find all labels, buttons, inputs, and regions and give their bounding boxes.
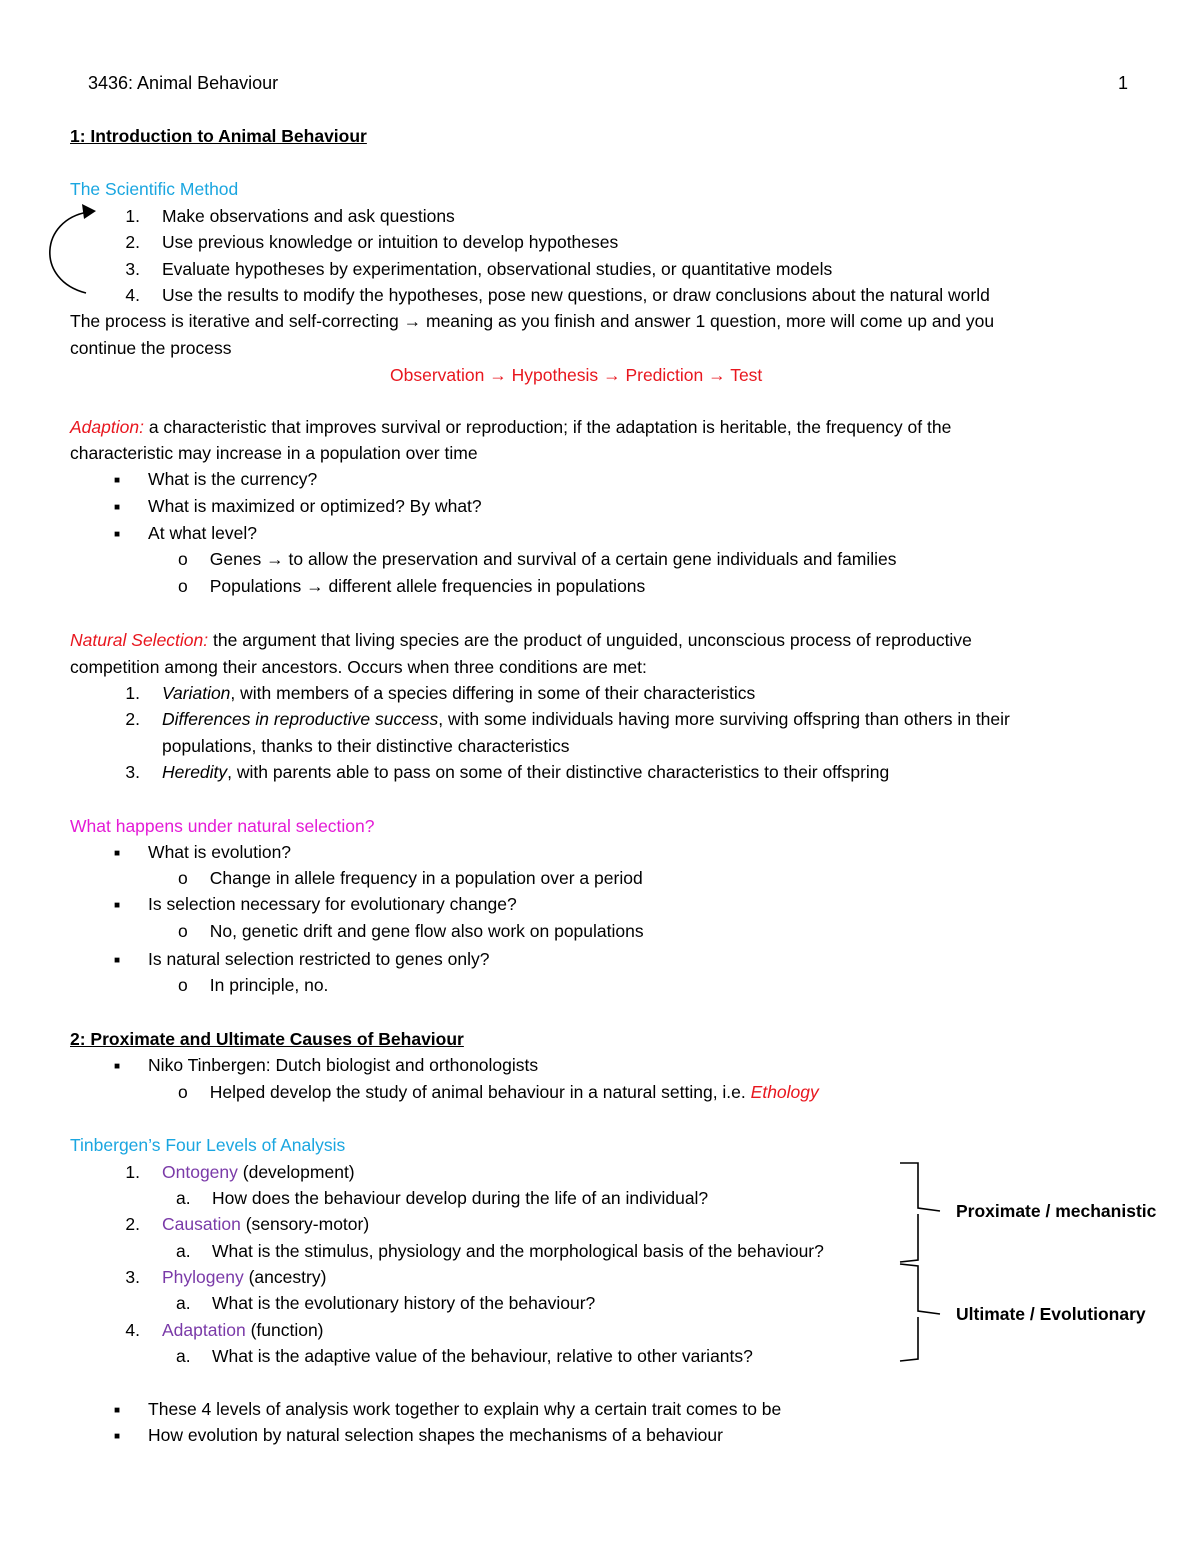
evolution-answer: o Change in allele frequency in a population over a period: [178, 868, 643, 888]
method-step-4: 4. Use the results to modify the hypotheses, pose new questions, or draw conclusions about the natural world: [125, 285, 990, 305]
bullet-circle-icon: o: [178, 549, 188, 569]
bullet-square-icon: ■: [114, 900, 121, 911]
iterative-note: The process is iterative and self-correcting → meaning as you finish and answer 1 question, more will come up and you: [70, 311, 995, 331]
selection-answer: o No, genetic drift and gene flow also work on populations: [178, 921, 644, 941]
bullet-square-icon: ■: [114, 475, 121, 486]
level-phylogeny: 3. Phylogeny (ancestry): [125, 1267, 327, 1287]
bullet-circle-icon: o: [178, 868, 188, 888]
arrow-icon: →: [403, 311, 422, 331]
method-step-1: 1. Make observations and ask questions: [125, 206, 455, 226]
selection-question: ■ Is selection necessary for evolutionary change?: [70, 893, 517, 917]
adaption-definition: Adaption: a characteristic that improves survival or reproduction; if the adaptation is heritable, the frequency of the: [70, 417, 952, 437]
bullet-square-icon: ■: [114, 955, 121, 966]
adaption-definition-cont: characteristic may increase in a population over time: [70, 443, 478, 463]
proximate-label: Proximate / mechanistic: [956, 1201, 1157, 1221]
bullet-circle-icon: o: [178, 576, 188, 596]
iterative-note-cont: continue the process: [70, 338, 232, 358]
evolution-question: ■ What is evolution?: [70, 841, 291, 865]
what-happens-heading: What happens under natural selection?: [70, 816, 375, 836]
arrow-icon: →: [306, 576, 324, 596]
scientific-flow: Observation → Hypothesis → Prediction → Test: [390, 365, 763, 385]
condition-2: 2. Differences in reproductive success, with some individuals having more surviving offspring than others in their: [125, 709, 1010, 729]
method-step-2: 2. Use previous knowledge or intuition to develop hypotheses: [125, 232, 619, 252]
bullet-square-icon: ■: [114, 529, 121, 540]
level-adaptation-question: a. What is the adaptive value of the behaviour, relative to other variants?: [176, 1346, 753, 1366]
page-number: 1: [1118, 73, 1129, 93]
four-levels-heading: Tinbergen’s Four Levels of Analysis: [70, 1135, 346, 1155]
summary-bullet-2: ■ How evolution by natural selection shapes the mechanisms of a behaviour: [70, 1424, 723, 1448]
ethology-bullet: o Helped develop the study of animal behaviour in a natural setting, i.e. Ethology: [178, 1082, 819, 1102]
condition-2-cont: populations, thanks to their distinctive characteristics: [162, 736, 570, 756]
adaption-genes: o Genes → to allow the preservation and survival of a certain gene individuals and families: [178, 549, 897, 569]
arrow-icon: →: [603, 365, 621, 385]
condition-1: 1. Variation, with members of a species differing in some of their characteristics: [125, 683, 756, 703]
bullet-square-icon: ■: [114, 1405, 121, 1416]
natural-selection-definition: Natural Selection: the argument that living species are the product of unguided, unconscious process of reproductive: [70, 630, 972, 650]
level-adaptation: 4. Adaptation (function): [125, 1320, 324, 1340]
arrow-icon: →: [489, 365, 507, 385]
level-ontogeny: 1. Ontogeny (development): [125, 1162, 355, 1182]
level-causation: 2. Causation (sensory-motor): [125, 1214, 370, 1234]
adaption-q2: ■ What is maximized or optimized? By what?: [70, 495, 482, 519]
genes-question: ■ Is natural selection restricted to genes only?: [70, 948, 490, 972]
section-2-title: 2: Proximate and Ultimate Causes of Behaviour: [70, 1029, 464, 1049]
ultimate-label: Ultimate / Evolutionary: [956, 1304, 1146, 1324]
bullet-square-icon: ■: [114, 848, 121, 859]
level-phylogeny-question: a. What is the evolutionary history of the behaviour?: [176, 1293, 596, 1313]
bullet-circle-icon: o: [178, 975, 188, 995]
arrow-icon: →: [708, 365, 726, 385]
section-1-title: 1: Introduction to Animal Behaviour: [70, 126, 367, 146]
adaption-q3: ■ At what level?: [70, 522, 257, 546]
bullet-circle-icon: o: [178, 921, 188, 941]
arrow-icon: →: [266, 549, 284, 569]
genes-answer: o In principle, no.: [178, 975, 329, 995]
adaption-populations: o Populations → different allele frequencies in populations: [178, 576, 646, 596]
bullet-square-icon: ■: [114, 502, 121, 513]
bullet-square-icon: ■: [114, 1431, 121, 1442]
level-ontogeny-question: a. How does the behaviour develop during the life of an individual?: [176, 1188, 709, 1208]
tinbergen-bullet: ■ Niko Tinbergen: Dutch biologist and orthonologists: [70, 1054, 538, 1078]
condition-3: 3. Heredity, with parents able to pass on some of their distinctive characteristics to their offspring: [125, 762, 890, 782]
summary-bullet-1: ■ These 4 levels of analysis work together to explain why a certain trait comes to be: [70, 1398, 781, 1422]
method-step-3: 3. Evaluate hypotheses by experimentation, observational studies, or quantitative models: [125, 259, 833, 279]
level-causation-question: a. What is the stimulus, physiology and the morphological basis of the behaviour?: [176, 1241, 824, 1261]
bullet-square-icon: ■: [114, 1061, 121, 1072]
scientific-method-heading: The Scientific Method: [70, 179, 239, 199]
course-header: 3436: Animal Behaviour: [88, 73, 279, 93]
adaption-q1: ■ What is the currency?: [70, 468, 317, 492]
bullet-circle-icon: o: [178, 1082, 188, 1102]
natural-selection-definition-cont: competition among their ancestors. Occurs when three conditions are met:: [70, 657, 647, 677]
